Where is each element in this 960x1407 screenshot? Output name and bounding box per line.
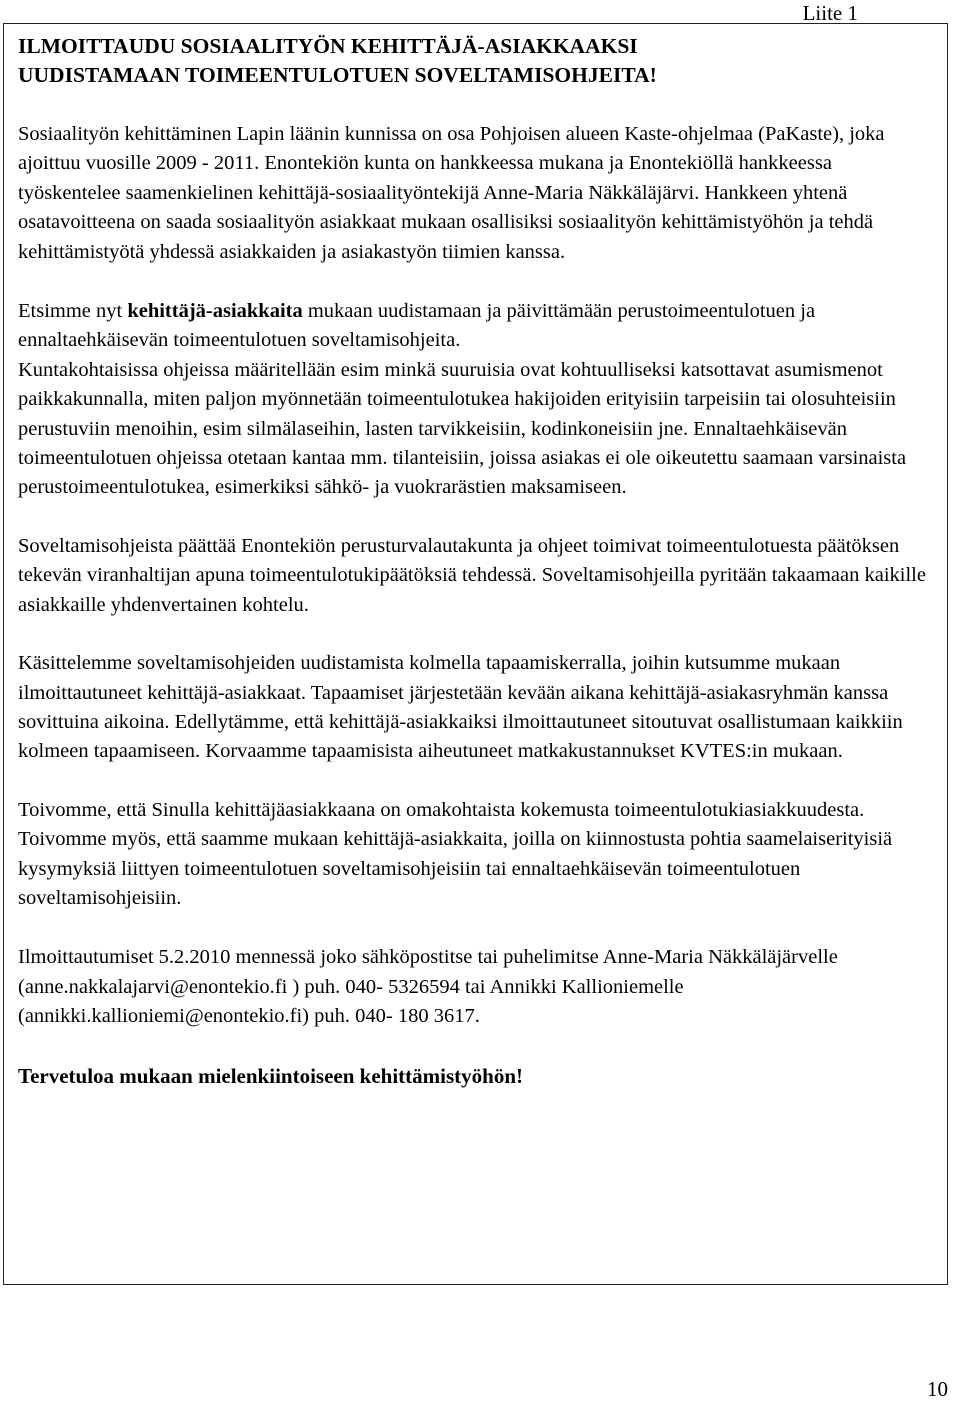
document-title <box>18 32 935 90</box>
registration-paragraph: Ilmoittautumiset 5.2.2010 mennessä joko sähköpostitse tai puhelimitse Anne-Maria Näkkäläjärvelle (anne.nakkalajarvi@enontekio.fi ) puh. 040- 5326594 tai Annikki Kallioniemelle (annikki.kallioniemi@enontekio.fi) puh. 040- 180 3617. <box>18 946 838 1028</box>
call-text-start: Etsimme nyt <box>18 300 128 323</box>
title-line-1: ILMOITTAUDU SOSIAALITYÖN KEHITTÄJÄ-ASIAKKAAKSI <box>18 34 638 58</box>
page-number: 10 <box>927 1377 948 1401</box>
guidelines-paragraph: Kuntakohtaisissa ohjeissa määritellään esim minkä suuruisia ovat kohtuulliseksi katsottavat asumismenot paikkakunnalla, miten paljon myönnetään toimeentulotukea hakijoiden erityisiin tarpeisiin tai olosuhteisiin perustuviin menoihin, esim silmälaseihin, lasten tarvikkeisiin, kodinkoneisiin jne. Ennaltaehkäisevän toimeentulotuen ohjeissa otetaan kantaa mm. tilanteisiin, joissa asiakas ei ole oikeutettu saamaan varsinaista perustoimeentulotukea, esimerkiksi sähkö- ja vuokrarästien maksamiseen. <box>18 358 907 499</box>
call-paragraph <box>18 297 935 356</box>
call-text-end: mukaan uudistamaan ja päivittämään perustoimeentulotuen ja ennaltaehkäisevän toimeentulotuen soveltamisohjeita. <box>18 300 816 352</box>
call-emphasis: kehittäjä-asiakkaita <box>127 300 303 323</box>
annex-label: Liite 1 <box>802 1 858 25</box>
closing-line: Tervetuloa mukaan mielenkiintoiseen kehittämistyöhön! <box>18 1063 524 1088</box>
hope-paragraph: Toivomme, että Sinulla kehittäjäasiakkaana on omakohtaista kokemusta toimeentulotukiasiakkuudesta. Toivomme myös, että saamme mukaan kehittäjä-asiakkaita, joilla on kiinnostusta pohtia saamelaiserityisiä kysymyksiä liittyen toimeentulotuen soveltamisohjeisiin tai ennaltaehkäisevän toimeentulotuen soveltamisohjeisiin. <box>18 798 893 909</box>
meetings-paragraph: Käsittelemme soveltamisohjeiden uudistamista kolmella tapaamiskerralla, joihin kutsumme mukaan ilmoittautuneet kehittäjä-asiakkaat. Tapaamiset järjestetään kevään aikana kehittäjä-asiakasryhmän kanssa sovittuina aikoina. Edellytämme, että kehittäjä-asiakkaiksi ilmoittautuneet sitoutuvat osallistumaan kaikkiin kolmeen tapaamiseen. Korvaamme tapaamisista aiheutuneet matkakustannukset KVTES:in mukaan. <box>18 652 903 763</box>
notice-box <box>3 23 948 1285</box>
decision-paragraph: Soveltamisohjeista päättää Enontekiön perusturvalautakunta ja ohjeet toimivat toimeentulotuesta päätöksen tekevän viranhaltijan apuna toimeentulotukipäätöksiä tehdessä. Soveltamisohjeilla pyritään takaamaan kaikille asiakkaille yhdenvertainen kohtelu. <box>18 534 926 616</box>
intro-paragraph: Sosiaalityön kehittäminen Lapin läänin kunnissa on osa Pohjoisen alueen Kaste-ohjelmaa (PaKaste), joka ajoittuu vuosille 2009 - 2011. Enontekiön kunta on hankkeessa mukana ja Enontekiöllä hankkeessa työskentelee saamenkielinen kehittäjä-sosiaalityöntekijä Anne-Maria Näkkäläjärvi. Hankkeen yhtenä osatavoitteena on saada sosiaalityön asiakkaat mukaan osallisiksi sosiaalityön kehittämistyöhön ja tehdä kehittämistyötä yhdessä asiakkaiden ja asiakastyön tiimien kanssa. <box>18 123 885 263</box>
title-line-2: UUDISTAMAAN TOIMEENTULOTUEN SOVELTAMISOHJEITA! <box>18 63 657 87</box>
